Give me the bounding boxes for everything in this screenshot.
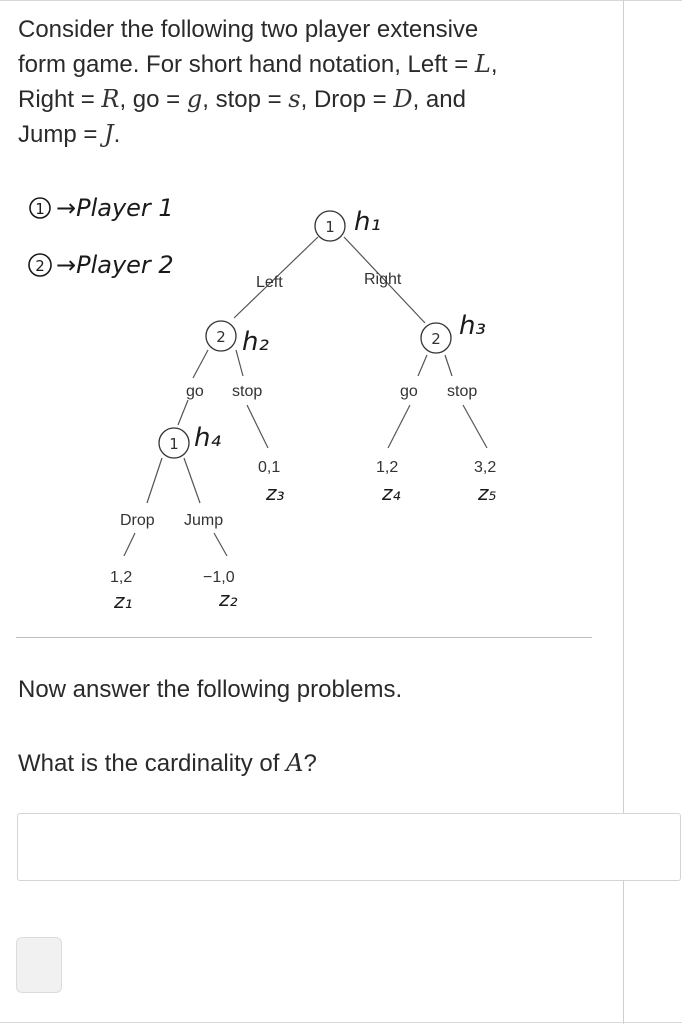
payoff-z3: 0,1 — [258, 459, 281, 476]
legend — [29, 194, 174, 279]
edge-drop — [147, 458, 162, 503]
intro-line-3: Right = R, go = g, stop = s, Drop = D, and — [18, 85, 466, 113]
question-prompt — [18, 749, 317, 778]
jump-symbol: J — [104, 120, 114, 148]
edge-jump — [184, 458, 200, 503]
intro-jump-label: Jump = — [18, 121, 105, 148]
node-h3-label: h₃ — [459, 311, 486, 341]
intro-paragraph — [18, 12, 608, 152]
intro-and: , and — [412, 86, 466, 113]
question-text: What is the cardinality of — [18, 750, 287, 777]
question-symbol: A — [286, 749, 304, 777]
node-h4-player: 1 — [169, 435, 179, 453]
node-h3-player: 2 — [431, 330, 441, 348]
node-h2-player: 2 — [216, 328, 226, 346]
edge-stop-left-lower — [247, 405, 268, 448]
intro-line-4 — [18, 117, 608, 152]
instructions-heading: Now answer the following problems. — [18, 676, 403, 703]
label-right: Right — [364, 271, 402, 288]
edge-go-left-lower — [178, 400, 188, 425]
answer-input[interactable] — [17, 813, 681, 881]
legend-p1-num: 1 — [35, 200, 45, 218]
intro-right-label: Right = — [18, 86, 102, 113]
tree-nodes — [159, 207, 486, 458]
terminal-z3: z₃ — [266, 481, 285, 505]
question-end: ? — [303, 750, 317, 777]
edge-jump-lower — [214, 533, 227, 556]
intro-stop-label: , stop = — [202, 86, 289, 113]
label-drop: Drop — [120, 512, 155, 529]
legend-p2-num: 2 — [35, 257, 45, 275]
edge-labels — [120, 271, 477, 529]
right-symbol: R — [101, 85, 120, 113]
edge-go-right-lower — [388, 405, 410, 448]
terminal-payoffs — [110, 459, 496, 586]
terminal-z5: z₅ — [478, 481, 497, 505]
intro-line-1: Consider the following two player extensive — [18, 16, 479, 43]
payoff-z2: −1,0 — [203, 569, 235, 586]
terminal-z4: z₄ — [382, 481, 401, 505]
intro-drop-label: , Drop = — [300, 86, 394, 113]
node-root-label: h₁ — [354, 207, 381, 237]
terminal-z2: z₂ — [219, 587, 238, 611]
edge-go-right — [418, 355, 427, 376]
legend-p1-text: →Player 1 — [56, 194, 174, 222]
terminal-z1: z₁ — [114, 589, 133, 613]
legend-p2-text: →Player 2 — [56, 251, 174, 279]
intro-go-label: go = — [126, 86, 187, 113]
left-symbol: L — [474, 50, 491, 78]
drop-symbol: D — [393, 85, 413, 113]
payoff-z1: 1,2 — [110, 569, 133, 586]
edge-stop-right-lower — [463, 405, 487, 448]
label-stop-left: stop — [232, 383, 263, 400]
tree-edges — [124, 237, 487, 556]
intro-line-2: form game. For short hand notation, Left = L, — [18, 50, 498, 78]
label-stop-right: stop — [447, 383, 478, 400]
go-symbol: g — [186, 85, 203, 113]
top-rule — [0, 0, 682, 1]
stop-symbol: s — [288, 85, 301, 113]
payoff-z4: 1,2 — [376, 459, 399, 476]
label-go-left: go — [186, 383, 204, 400]
edge-drop-lower — [124, 533, 135, 556]
submit-button[interactable] — [16, 937, 62, 993]
intro-line-2-text: form game. For short hand notation, Left = — [18, 51, 475, 78]
edge-stop-right — [445, 355, 452, 376]
edge-go-left — [193, 350, 208, 378]
terminal-names — [113, 481, 497, 613]
label-jump: Jump — [184, 512, 224, 529]
label-go-right: go — [400, 383, 418, 400]
bottom-rule — [0, 1022, 682, 1023]
node-root-player: 1 — [325, 218, 335, 236]
label-left: Left — [256, 274, 283, 291]
payoff-z5: 3,2 — [474, 459, 497, 476]
intro-period: . — [113, 121, 121, 148]
game-tree — [0, 180, 620, 620]
section-divider — [16, 637, 592, 638]
node-h4-label: h₄ — [194, 423, 221, 453]
node-h2-label: h₂ — [242, 327, 269, 357]
